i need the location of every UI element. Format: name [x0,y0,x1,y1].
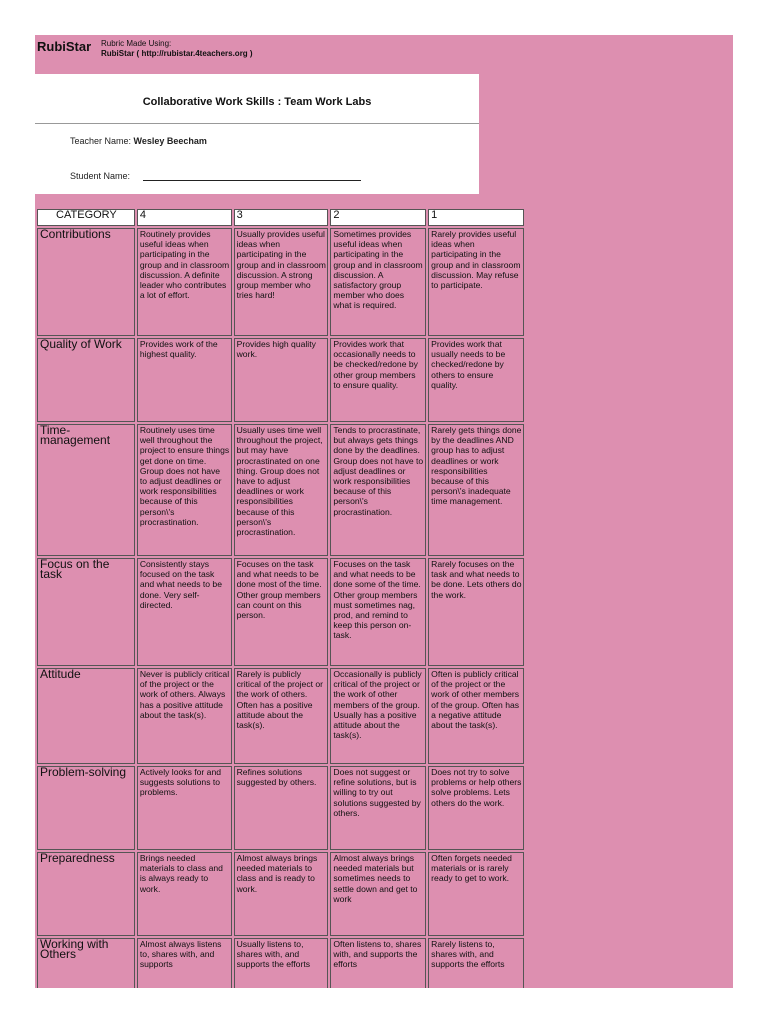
made-using-line1: Rubric Made Using: [101,39,172,48]
category-cell: Problem-solving [37,766,135,850]
criteria-cell: Often listens to, shares with, and supports the efforts [330,938,426,988]
criteria-cell: Sometimes provides useful ideas when participating in the group and in classroom discussion. A satisfactory group member who does what is required. [330,228,426,336]
criteria-cell: Rarely is publicly critical of the project or the work of others. Often has a positive attitude about the task(s). [234,668,329,764]
student-name-row [70,171,361,181]
category-cell: Preparedness [37,852,135,936]
criteria-cell: Focuses on the task and what needs to be done most of the time. Other group members can count on this person. [234,558,329,666]
made-using-note [101,39,253,59]
criteria-cell: Does not suggest or refine solutions, but is willing to try out solutions suggested by others. [330,766,426,850]
header-score-4: 4 [137,209,232,226]
criteria-cell: Actively looks for and suggests solutions to problems. [137,766,232,850]
teacher-name: Wesley Beecham [133,136,207,146]
criteria-cell: Rarely provides useful ideas when participating in the group and in classroom discussion. May refuse to participate. [428,228,524,336]
student-label: Student Name: [70,171,131,181]
criteria-cell: Tends to procrastinate, but always gets things done by the deadlines. Group does not have to adjust deadlines or work responsibilities because of this person\'s procrastination. [330,424,426,556]
made-using-line2: RubiStar ( http://rubistar.4teachers.org ) [101,49,253,58]
teacher-label: Teacher Name: [70,136,132,146]
brand-logo: RubiStar [37,39,92,54]
criteria-cell: Rarely focuses on the task and what needs to be done. Lets others do the work. [428,558,524,666]
rubric-table [35,207,526,988]
criteria-cell: Rarely gets things done by the deadlines AND group has to adjust deadlines or work responsibilities because of this person\'s inadequate time management. [428,424,524,556]
criteria-cell: Provides work of the highest quality. [137,338,232,422]
info-box [35,74,479,194]
category-cell: Focus on the task [37,558,135,666]
criteria-cell: Brings needed materials to class and is always ready to work. [137,852,232,936]
category-cell: Attitude [37,668,135,764]
divider [35,123,479,124]
criteria-cell: Often forgets needed materials or is rarely ready to get to work. [428,852,524,936]
teacher-name-row [70,136,207,146]
criteria-cell: Refines solutions suggested by others. [234,766,329,850]
header-score-1: 1 [428,209,524,226]
table-row [37,338,524,422]
header-category: CATEGORY [37,209,135,226]
rubric-page [35,35,733,988]
category-cell: Working with Others [37,938,135,988]
table-row [37,558,524,666]
criteria-cell: Routinely uses time well throughout the project to ensure things get done on time. Group does not have to adjust deadlines or work responsibilities because of this person\'s procrastination. [137,424,232,556]
table-row [37,424,524,556]
criteria-cell: Occasionally is publicly critical of the project or the work of other members of the group. Usually has a positive attitude about the task(s). [330,668,426,764]
header-score-3: 3 [234,209,329,226]
table-row [37,668,524,764]
criteria-cell: Routinely provides useful ideas when participating in the group and in classroom discussion. A definite leader who contributes a lot of effort. [137,228,232,336]
criteria-cell: Provides high quality work. [234,338,329,422]
criteria-cell: Provides work that occasionally needs to be checked/redone by other group members to ensure quality. [330,338,426,422]
criteria-cell: Never is publicly critical of the project or the work of others. Always has a positive attitude about the task(s). [137,668,232,764]
criteria-cell: Almost always listens to, shares with, and supports [137,938,232,988]
table-row [37,766,524,850]
criteria-cell: Does not try to solve problems or help others solve problems. Lets others do the work. [428,766,524,850]
rubric-title: Collaborative Work Skills : Team Work Labs [142,96,372,108]
criteria-cell: Provides work that usually needs to be checked/redone by others to ensure quality. [428,338,524,422]
table-header-row [37,209,524,226]
criteria-cell: Usually provides useful ideas when participating in the group and in classroom discussion. A strong group member who tries hard! [234,228,329,336]
criteria-cell: Focuses on the task and what needs to be done some of the time. Other group members must sometimes nag, prod, and remind to keep this person on-task. [330,558,426,666]
table-row [37,938,524,988]
table-row [37,228,524,336]
criteria-cell: Usually listens to, shares with, and supports the efforts [234,938,329,988]
criteria-cell: Consistently stays focused on the task and what needs to be done. Very self-directed. [137,558,232,666]
student-name-blank[interactable] [143,171,361,181]
header-score-2: 2 [330,209,426,226]
criteria-cell: Almost always brings needed materials to class and is ready to work. [234,852,329,936]
table-row [37,852,524,936]
criteria-cell: Rarely listens to, shares with, and supports the efforts [428,938,524,988]
criteria-cell: Almost always brings needed materials but sometimes needs to settle down and get to work [330,852,426,936]
category-cell: Quality of Work [37,338,135,422]
category-cell: Contributions [37,228,135,336]
criteria-cell: Often is publicly critical of the project or the work of other members of the group. Often has a negative attitude about the task(s). [428,668,524,764]
category-cell: Time-management [37,424,135,556]
criteria-cell: Usually uses time well throughout the project, but may have procrastinated on one thing. Group does not have to adjust deadlines or work responsibilities because of this person\'s procrastination. [234,424,329,556]
